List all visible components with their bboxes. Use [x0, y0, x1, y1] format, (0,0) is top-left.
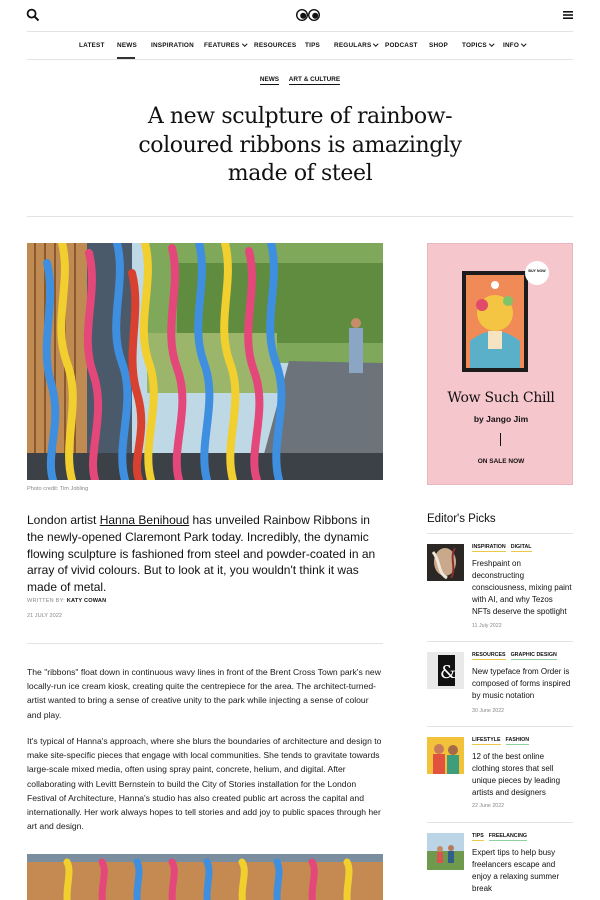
search-icon[interactable]	[26, 8, 40, 22]
nav-item-info[interactable]: INFO	[503, 42, 526, 49]
pick-thumbnail	[427, 652, 464, 689]
book-advert[interactable]	[427, 243, 573, 485]
tag-lifestyle[interactable]: LIFESTYLE	[472, 737, 501, 743]
nav-item-latest[interactable]: LATEST	[79, 42, 105, 49]
pick-date: 11 July 2022	[472, 623, 502, 629]
book-cover-art	[462, 271, 528, 372]
pick-item[interactable]	[427, 737, 573, 815]
main-nav	[27, 31, 573, 60]
tag-resources[interactable]: RESOURCES	[472, 652, 506, 658]
pick-tags	[472, 737, 534, 745]
category-tag-art-culture[interactable]: ART & CULTURE	[288, 76, 341, 83]
tag-digital[interactable]: DIGITAL	[510, 544, 532, 550]
pick-tags	[472, 544, 537, 552]
ad-author: by Jango Jim	[473, 414, 529, 424]
pick-date: 30 June 2022	[472, 708, 505, 714]
nav-item-regulars[interactable]: REGULARS	[334, 42, 378, 49]
tag-fashion[interactable]: FASHION	[505, 737, 530, 743]
chevron-down-icon	[242, 41, 247, 46]
pick-item[interactable]	[427, 833, 573, 900]
article-date: 21 JULY 2022	[27, 613, 62, 619]
eyes-logo-icon[interactable]	[296, 8, 320, 22]
hamburger-menu-icon[interactable]	[562, 9, 574, 21]
nav-item-topics[interactable]: TOPICS	[462, 42, 493, 49]
pick-title[interactable]: Expert tips to help busy freelancers escape and enjoy a relaxing summer break	[472, 848, 560, 893]
author-link[interactable]: KATY COWAN	[66, 598, 107, 604]
chevron-down-icon	[489, 41, 494, 46]
pick-title[interactable]: New typeface from Order is composed of forms inspired by music notation	[472, 667, 571, 700]
pick-title[interactable]: 12 of the best online clothing stores that sell unique pieces by leading artists and designers	[472, 752, 561, 797]
pick-divider	[427, 726, 573, 727]
article-photo-2	[27, 854, 383, 900]
pick-divider	[427, 641, 573, 642]
byline-divider	[27, 643, 383, 644]
article-standfirst: London artist Hanna Benihoud has unveiled Rainbow Ribbons in the newly-opened Claremont Park today. Incredibly, the dynamic flowing sculpture is fashioned from steel and powder-coated in an array of vivid colours. But to look at it, you wouldn't think it was made of metal.	[27, 513, 376, 595]
pick-thumbnail	[427, 833, 464, 870]
article-headline: A new sculpture of rainbow-coloured ribbons is amazingly made of steel	[138, 104, 462, 186]
pick-thumbnail	[427, 544, 464, 581]
article-paragraph: It's typical of Hanna's approach, where she blurs the boundaries of architecture and design to make site-specific pieces that engage with local communities. She tends to gravitate towards large-scale mixed media, often using spray paint, concrete, helium, and digital. After collaborating with Levitt Bernstein to build the City of Stories installation for the London Festival of Architecture, Hanna's studio has also created public art across the capital and internationally. Her work always hopes to tell stories and add joy to public spaces through her art and design.	[27, 736, 382, 832]
on-sale-now-link[interactable]: ON SALE NOW	[477, 458, 525, 465]
pick-date: 22 June 2022	[472, 803, 505, 809]
pick-thumbnail	[427, 737, 464, 774]
tag-tips[interactable]: TIPS	[472, 833, 484, 839]
header-divider	[27, 216, 573, 217]
pick-divider	[427, 822, 573, 823]
ad-title: Wow Such Chill	[447, 390, 555, 406]
article-categories	[0, 76, 600, 85]
photo-credit: Photo credit: Tim Jobling	[27, 486, 89, 492]
pick-title[interactable]: Freshpaint on deconstructing consciousness, mixing paint with AI, and why Tezos NFTs deserve the spotlight	[472, 559, 572, 616]
artist-link[interactable]: Hanna Benihoud	[99, 513, 190, 527]
nav-active-indicator	[117, 57, 135, 59]
top-bar	[0, 0, 600, 31]
ad-divider	[500, 433, 501, 446]
nav-item-news[interactable]: NEWS	[117, 42, 137, 49]
byline: WRITTEN BY: KATY COWAN	[27, 598, 107, 604]
tag-freelancing[interactable]: FREELANCING	[488, 833, 528, 839]
nav-item-podcast[interactable]: PODCAST	[385, 42, 418, 49]
pick-item[interactable]	[427, 544, 573, 634]
chevron-down-icon	[374, 41, 379, 46]
nav-item-features[interactable]: FEATURES	[204, 42, 246, 49]
tag-inspiration[interactable]: INSPIRATION	[472, 544, 506, 550]
nav-item-tips[interactable]: TIPS	[305, 42, 321, 49]
editors-picks-heading: Editor's Picks	[427, 513, 496, 525]
category-tag-news[interactable]: NEWS	[259, 76, 280, 83]
nav-item-inspiration[interactable]: INSPIRATION	[151, 42, 194, 49]
tag-graphic-design[interactable]: GRAPHIC DESIGN	[510, 652, 557, 658]
editors-picks-divider	[427, 533, 573, 534]
hero-photo	[27, 243, 383, 480]
chevron-down-icon	[521, 41, 526, 46]
article-paragraph: The "ribbons" float down in continuous wavy lines in front of the Brent Cross Town park's new locally-run ice cream kiosk, creating quite the centrepiece for the area. The architect-turned-artist wanted to bring a sense of creative unity to the park while injecting a sense of colour and play.	[27, 667, 381, 720]
svg-text:&: &	[440, 662, 457, 683]
pick-item[interactable]	[427, 652, 573, 718]
pick-tags	[472, 833, 532, 841]
nav-item-resources[interactable]: RESOURCES	[254, 42, 297, 49]
nav-item-shop[interactable]: SHOP	[429, 42, 448, 49]
pick-tags	[472, 652, 562, 660]
buy-now-badge[interactable]: BUY NOW	[525, 261, 549, 285]
